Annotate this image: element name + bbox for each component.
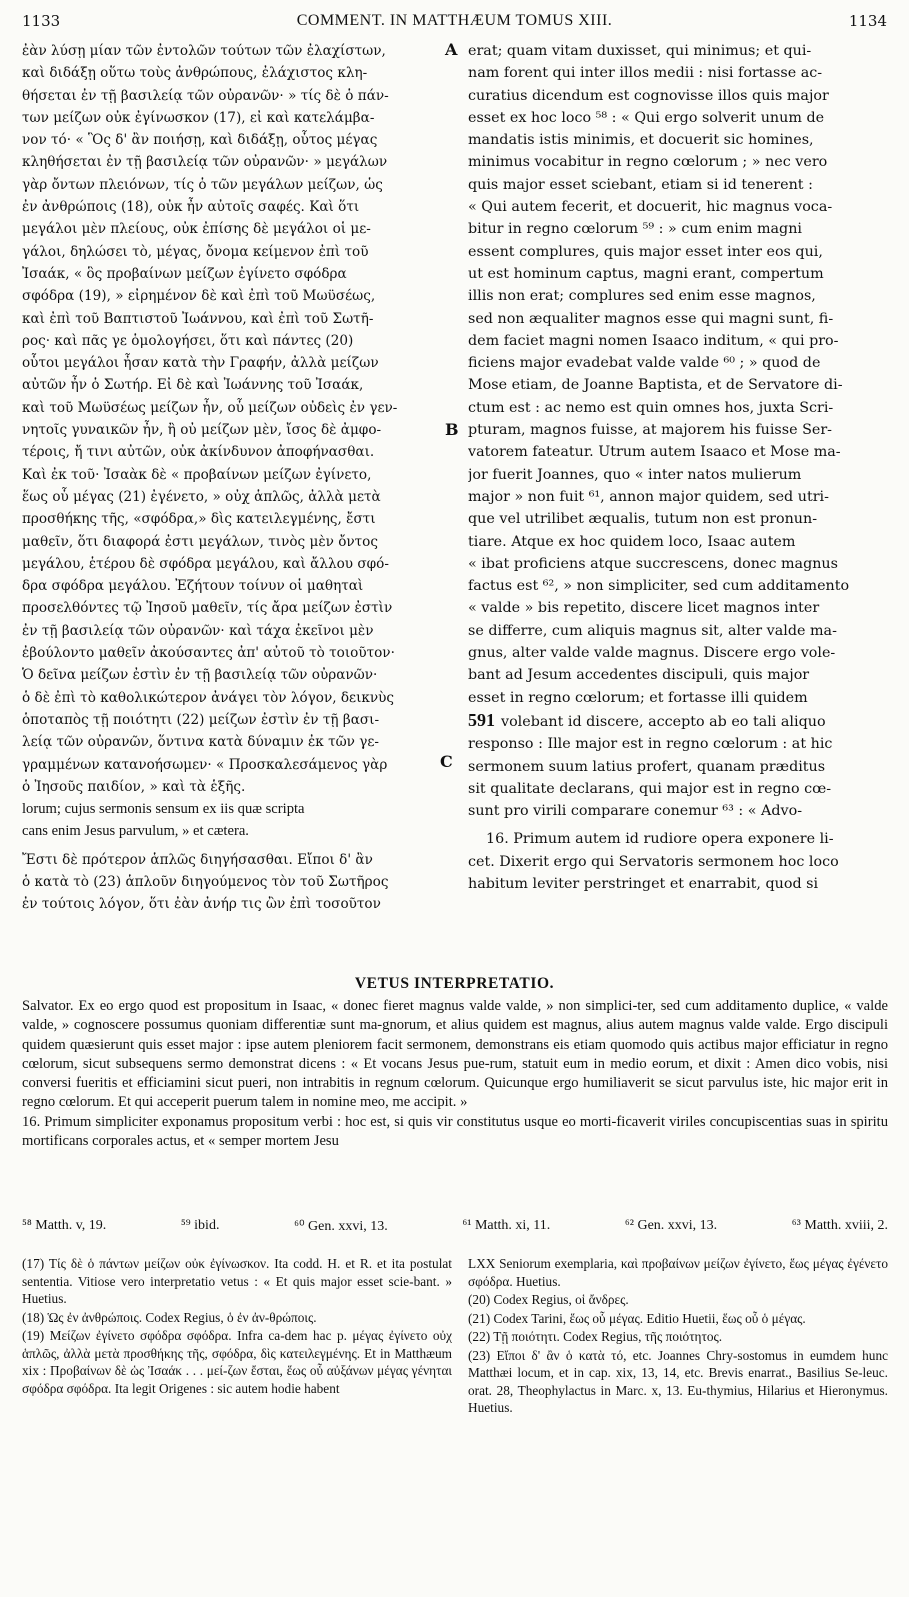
footnote: (17) Τίς δὲ ὁ πάντων μείζων οὐκ ἐγίνωσκον. Ita codd. H. et R. et ita postulat sententia. Vitiose vero interpretatio vetus : « Et quis major esset scie-bant. » Huetius. [22,1256,452,1306]
text-line: Καὶ ἐκ τοῦ· Ἰσαὰκ δὲ « προβαίνων μείζων ἐγίνετο, [22,466,372,483]
text-line: se differre, cum aliquis magnus sit, alter valde ma- [468,622,837,639]
text-line: καὶ τοῦ Μωϋσέως μείζων ἦν, οὗ μείζων οὐδεὶς ἐν γεν- [22,399,398,416]
page-reference-number: 591 [468,709,495,730]
text-line: ἐὰν λύσῃ μίαν τῶν ἐντολῶν τούτων τῶν ἐλαχίστων, [22,43,386,59]
reference: ⁶¹ Matth. xi, 11. [462,1218,551,1233]
footnote: (20) Codex Regius, οἱ ἄνδρες. [468,1292,629,1307]
footnote: LXX Seniorum exemplaria, καὶ προβαίνων μείζων ἐγίνετο, ἕως μέγας ἐγένετο σφόδρα. Huetius. [468,1256,888,1289]
text-line: pturam, magnos fuisse, at majorem his fuisse Ser- [468,422,832,439]
text-line: δρα σφόδρα μεγάλου. Ἐζήτουν τοίνυν οἱ μαθηταὶ [22,578,364,595]
text-line: Ἰσαάκ, « ὃς προβαίνων μείζων ἐγίνετο σφόδρα [22,265,347,282]
text-line: καὶ διδάξῃ οὕτω τοὺς ἀνθρώπους, ἐλάχιστος κλη- [22,65,368,82]
text-line: « valde » bis repetito, discere licet magnos inter [468,600,820,617]
margin-marker-b: B [445,420,459,439]
text-line: νον τό· « Ὃς δ' ἂν ποιήσῃ, καὶ διδάξῃ, οὗτος μέγας [22,132,378,149]
right-column [468,40,888,895]
text-line: ctum est : ac nemo est quin omnes hos, juxta Scri- [468,399,834,416]
vetus-paragraph: Salvator. Ex eo ergo quod est propositum in Isaac, « donec fieret magnus valde valde, » non simplici-ter, sed cum additamento duplice, « valde valde, » cognoscere possumus quoniam differentiæ sunt ma-gnorum, et alius quidem est magnus, alius autem magnus valde valde. Ergo discipuli quidem quæsierunt quis esset major : ipse autem pleniorem facit sermonem, demonstrans eis etiam quomodo quis actibus major efficiatur in regno cœlorum, sicut subsequens sermo demonstrat dicens : « Et vocans Jesus pue-rum, statuit eum in medio eorum, et dixit : Amen dico vobis, nisi conversi fueritis et efficiamini sicut pueri, non intrabitis in regnum cœlorum. Quicunque ergo humiliaverit se sicut parvulus iste, hic major erit in regno cœlorum. Et qui acceperit puerum talem in nomine meo, me accipit. » [22,998,888,1111]
text-line: νητοῖς γυναικῶν ἦν, ἢ οὐ μείζων μὲν, ἴσος δὲ ἀμφο- [22,422,382,439]
footnote: (22) Τῇ ποιότητι. Codex Regius, τῆς ποιότητος. [468,1329,723,1344]
text-line: ὁ δὲ ἐπὶ τὸ καθολικώτερον ἀνάγει τὸν λόγον, δεικνὺς [22,689,395,706]
text-line: Mose etiam, de Joanne Baptista, et de Servatore di- [468,377,843,394]
text-line: ὁ Ἰησοῦς παιδίον, » καὶ τὰ ἑξῆς. [22,778,246,795]
text-line: ἐν ἀνθρώποις (18), οὐκ ἦν αὐτοῖς σαφές. Καὶ ὅτι [22,199,360,216]
footnote: (21) Codex Tarini, ἕως οὗ μέγας. Editio Huetii, ἕως οὗ ὁ μέγας. [468,1310,806,1326]
text-line: ἐν τούτοις λόγον, ὅτι ἐὰν ἀνήρ τις ὢν ἐπὶ τοσοῦτον [22,896,381,913]
reference: ⁶⁰ Gen. xxvi, 13. [294,1219,388,1234]
text-line: ρος· καὶ πᾶς γε ὁμολογήσει, ὅτι καὶ πάντες (20) [22,332,354,349]
text-line: esset ex hoc loco ⁵⁸ : « Qui ergo solverit unum de [468,109,825,126]
scripture-references [22,1218,888,1235]
text-line: οὗτοι μεγάλοι ἦσαν κατὰ τὴν Γραφήν, ἀλλὰ μείζων [22,355,379,372]
text-line: γὰρ ὄντων πλειόνων, τίς ὁ τῶν μεγάλων μείζων, ὡς [22,176,383,193]
text-line: ficiens major evadebat valde valde ⁶⁰ ; » quod de [468,355,821,372]
text-line: sunt pro virili comparare conemur ⁶³ : « Advo- [468,803,803,820]
text-line: sit qualitate declarans, qui major est in regno cœ- [468,780,832,797]
reference: ⁶² Gen. xxvi, 13. [624,1218,718,1233]
footnotes-right [468,1255,888,1418]
text-line: γάλοι, δηλώσει τὸ, μέγας, ὄνομα κείμενον ἐπὶ τοῦ [22,243,369,260]
footnote: (19) Μείζων ἐγίνετο σφόδρα σφόδρα. Infra ca-dem hac p. μέγας ἐγίνετο οὐχ ἁπλῶς, ἀλλὰ μετὰ προσθήκης τῆς, σφόδρα, δὶς κατειλεγμένης. Et in Matthæum xix : Προβαίνων δὲ ὡς Ἰσαάκ . . . μεί-ζων ἔσται, ἕως οὗ αὐξάνων μέγας γένηται σφόδρα σφόδρα. Ita legit Origenes : sic autem hodie habent [22,1328,452,1396]
text-line: κληθήσεται ἐν τῇ βασιλείᾳ τῶν οὐρανῶν· » μεγάλων [22,154,388,171]
running-title: COMMENT. IN MATTHÆUM TOMUS XIII. [296,12,613,29]
page-number-left: 1133 [22,12,61,30]
text-line: mandatis istis minimis, et docuerit sic homines, [468,132,814,149]
text-line: bant ad Jesum accedentes discipuli, quis major [468,667,810,684]
text-line: essent complures, quis major esset inter eos qui, [468,243,823,260]
text-line: illis non erat; complures sed enim esse magnos, [468,288,816,305]
text-line: αὐτῶν ἦν ὁ Σωτήρ. Εἰ δὲ καὶ Ἰωάννης τοῦ Ἰσαάκ, [22,377,364,394]
text-line: vatorem fateatur. Utrum autem Isaaco et Mose ma- [468,444,841,461]
text-line: factus est ⁶², » non simpliciter, sed cum additamento [468,578,850,595]
text-line: habitum leviter perstringet et enarrabit, quod si [468,875,819,892]
text-line-content: volebant id discere, accepto ab eo tali aliquo [501,713,826,730]
text-line: responso : Ille major est in regno cœlorum : at hic [468,736,833,753]
reference: ⁵⁹ ibid. [180,1218,220,1233]
text-line: ὁποταπὸς τῇ ποιότητι (22) μείζων ἐστὶν ἐν τῇ βασι- [22,711,380,728]
text-line: « ibat proficiens atque succrescens, donec magnus [468,555,838,572]
text-line [468,709,888,733]
text-line: Ἔστι δὲ πρότερον ἁπλῶς διηγήσασθαι. Εἴποι δ' ἂν [22,851,373,868]
text-line: ut est hominum captus, magni erant, compertum [468,265,824,282]
text-line: jor fuerit Joannes, quo « inter natos mulierum [468,466,802,483]
text-line: lorum; cujus sermonis sensum ex iis quæ scripta [22,801,305,818]
text-line: 16. Primum autem id rudiore opera exponere li- [486,831,834,848]
text-line: Ὁ δεῖνα μείζων ἐστὶν ἐν τῇ βασιλείᾳ τῶν οὐρανῶν· [22,667,378,684]
text-line: cet. Dixerit ergo qui Servatoris sermonem hoc loco [468,853,839,870]
vetus-paragraph: 16. Primum simpliciter exponamus propositum verbi : hoc est, si quis vir constitutus usque eo morti-ficaverit viriles concupiscentias suas in spiritu mortificans corporales actus, et « semper mortem Jesu [22,1113,888,1150]
text-line: sed non æqualiter magnos esse qui magni sunt, fi- [468,310,834,327]
margin-marker-c: C [440,752,453,771]
text-line: λείᾳ τῶν οὐρανῶν, ὅντινα κατὰ δύναμιν ἐκ τῶν γε- [22,734,380,751]
page-number-right: 1134 [848,12,887,30]
text-line: gnus, alter valde valde magnus. Discere ergo vole- [468,645,836,662]
margin-marker-a: A [445,40,458,59]
text-line: erat; quam vitam duxisset, qui minimus; et qui- [468,43,812,59]
text-line: curatius dicendum est cognovisse illos quis major [468,87,829,104]
text-line: dem faciet magni nomen Isaaco inditum, « qui pro- [468,332,839,349]
text-line: μαθεῖν, ὅτι διαφορά ἐστι μεγάλων, τινὸς μὲν ὄντος [22,533,378,550]
text-line: ἐν τῇ βασιλείᾳ τῶν οὐρανῶν· καὶ τάχα ἐκεῖνοι μὲν [22,622,374,639]
text-line: ὁ κατὰ τὸ (23) ἁπλοῦν διηγούμενος τὸν τοῦ Σωτῆρος [22,873,389,890]
text-line: major » non fuit ⁶¹, annon major quidem, sed utri- [468,488,829,505]
text-line: τέροις, ἤ τινι αὐτῶν, οὐκ ἀκίνδυνον ἀποφήνασθαι. [22,444,375,461]
text-line: καὶ ἐπὶ τοῦ Βαπτιστοῦ Ἰωάννου, καὶ ἐπὶ τοῦ Σωτῆ- [22,310,374,327]
text-line: ἕως οὗ μέγας (21) ἐγένετο, » οὐχ ἁπλῶς, ἀλλὰ μετὰ [22,488,381,505]
text-line: μεγάλου, ἑτέρου δὲ σφόδρα μεγάλου, καὶ ἄλλου σφό- [22,555,389,572]
vetus-title: VETUS INTERPRETATIO. [354,975,555,992]
text-line: quis major esset sciebant, etiam si id tenerent : [468,176,813,193]
text-line: ἐβούλοντο μαθεῖν ἀκούσαντες ἀπ' αὐτοῦ τὸ τοιοῦτον· [22,645,395,662]
text-line: sermonem suum latius profert, quanam præditus [468,758,826,775]
vetus-text [22,997,888,1151]
text-line: nam forent qui inter illos medii : nisi fortasse ac- [468,65,823,82]
text-line: θήσεται ἐν τῇ βασιλείᾳ τῶν οὐρανῶν· » τίς δὲ ὁ πάν- [22,87,389,104]
text-line: των μείζων οὐκ ἐγίνωσκον (17), εἰ καὶ κατελάμβα- [22,109,375,126]
footnotes-left [22,1255,452,1398]
text-line: tiare. Atque ex hoc quidem loco, Isaac autem [468,533,796,550]
text-line: cans enim Jesus parvulum, » et cætera. [22,823,249,840]
text-line: minimus vocabitur in regno cœlorum ; » nec vero [468,154,828,171]
text-line: μεγάλοι μὲν πλείους, οὐκ ἐπίσης δὲ μεγάλοι οἱ με- [22,221,371,238]
text-line: esset in regno cœlorum; et fortasse illi quidem [468,689,808,706]
text-line: γραμμένων κατανοήσωμεν· « Προσκαλεσάμενος γὰρ [22,756,388,773]
text-line: que vel utrilibet æqualis, tutum non est pronun- [468,511,818,528]
text-line: προσελθόντες τῷ Ἰησοῦ μαθεῖν, τίς ἄρα μείζων ἐστὶν [22,600,393,617]
footnote: (23) Εἴποι δ' ἂν ὁ κατὰ τό, etc. Joannes Chry-sostomus in eumdem hunc Matthæi locum, et in cap. xix, 13, 14, etc. Brevis enarrat., Basilius Se-leuc. orat. 28, Theophylactus in Marc. x, 13. Eu-thymius, Hilarius et Hieronymus. Huetius. [468,1347,888,1415]
reference: ⁶³ Matth. xviii, 2. [791,1218,888,1233]
left-column [22,40,452,916]
text-line: bitur in regno cœlorum ⁵⁹ : » cum enim magni [468,221,802,238]
reference: ⁵⁸ Matth. v, 19. [22,1218,107,1233]
text-line: « Qui autem fecerit, et docuerit, hic magnus voca- [468,199,833,216]
text-line: προσθήκης τῆς, «σφόδρα,» δὶς κατειλεγμένης, ἔστι [22,511,376,528]
footnote: (18) Ὡς ἐν ἀνθρώποις. Codex Regius, ὁ ἐν ἀν-θρώποις. [22,1309,317,1325]
text-line: σφόδρα (19), » εἰρημένον δὲ καὶ ἐπὶ τοῦ Μωϋσέως, [22,288,376,305]
page-header [22,10,887,32]
